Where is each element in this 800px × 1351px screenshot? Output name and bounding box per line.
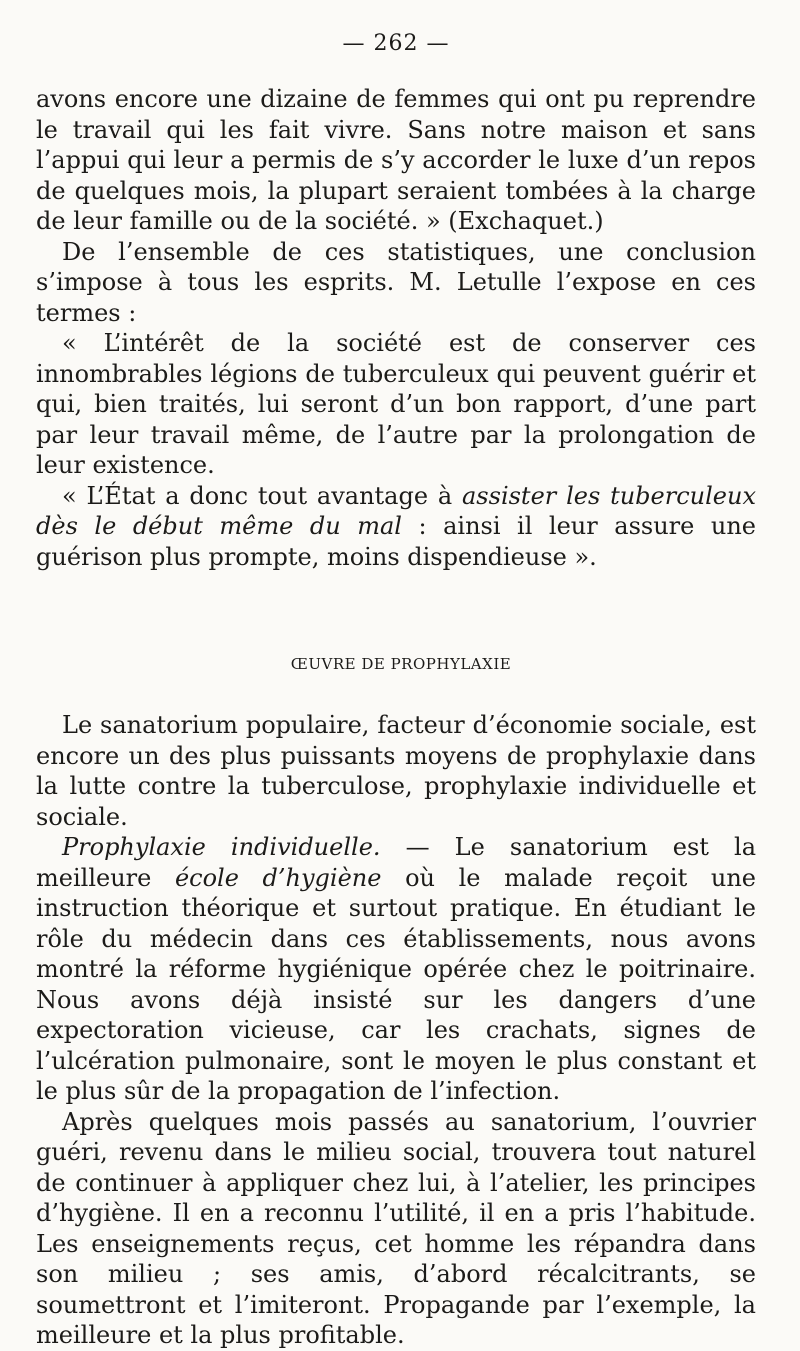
section-heading: ŒUVRE DE PROPHYLAXIE xyxy=(290,655,512,673)
paragraph-5: Le sanatorium populaire, facteur d’économie sociale, est encore un des plus puissants moyens de prophylaxie dans la lutte contre la tuberculose, prophylaxie individuelle et sociale. xyxy=(36,711,756,831)
paragraph-6 xyxy=(36,832,756,1107)
paragraph-4-quote xyxy=(36,481,756,573)
page-number: — 262 — xyxy=(342,31,450,56)
paragraph-6-subheading: Prophylaxie individuelle. xyxy=(62,833,381,861)
paragraph-4-emphasis: assister les tuberculeux dès le début même du mal xyxy=(36,481,756,540)
paragraph-2: De l’ensemble de ces statistiques, une conclusion s’impose à tous les esprits. M. Letulle l’expose en ces termes : xyxy=(36,237,756,327)
paragraph-6-text-end: où le malade reçoit une instruction théorique et surtout pratique. En étudiant le rôle du médecin dans ces établissements, nous avons montré la réforme hygiénique opérée chez le poitrinaire. Nous avons déjà insisté sur les dangers d’une expectoration vicieuse, car les crachats, signes de l’ulcération pulmonaire, sont le moyen le plus constant et le plus sûr de la propagation de l’infection. xyxy=(36,863,756,1105)
paragraph-4-text-end: : ainsi il leur assure une guérison plus prompte, moins dispendieuse ». xyxy=(36,512,756,571)
paragraph-4-text-start: « L’État a donc tout avantage à xyxy=(62,481,462,510)
paragraph-6-emphasis: école d’hygiène xyxy=(174,863,382,892)
paragraph-6-text-mid: — Le sanatorium est la meilleure xyxy=(36,833,756,892)
paragraph-7: Après quelques mois passés au sanatorium, l’ouvrier guéri, revenu dans le milieu social, trouvera tout naturel de continuer à appliquer chez lui, à l’atelier, les principes d’hygiène. Il en a reconnu l’utilité, il en a pris l’habitude. Les enseignements reçus, cet homme les répandra dans son milieu ; ses amis, d’abord récalcitrants, se soumettront et l’imiteront. Propagande par l’exemple, la meilleure et la plus profitable. xyxy=(36,1107,756,1349)
paragraph-3-quote: « L’intérêt de la société est de conserver ces innombrables légions de tuberculeux qui peuvent guérir et qui, bien traités, lui seront d’un bon rapport, d’une part par leur travail même, de l’autre par la prolongation de leur existence. xyxy=(36,329,756,479)
paragraph-1: avons encore une dizaine de femmes qui ont pu reprendre le travail qui les fait vivre. Sans notre maison et sans l’appui qui leur a permis de s’y accorder le luxe d’un repos de quelques mois, la plupart seraient tombées à la charge de leur famille ou de la société. » (Exchaquet.) xyxy=(36,85,756,235)
